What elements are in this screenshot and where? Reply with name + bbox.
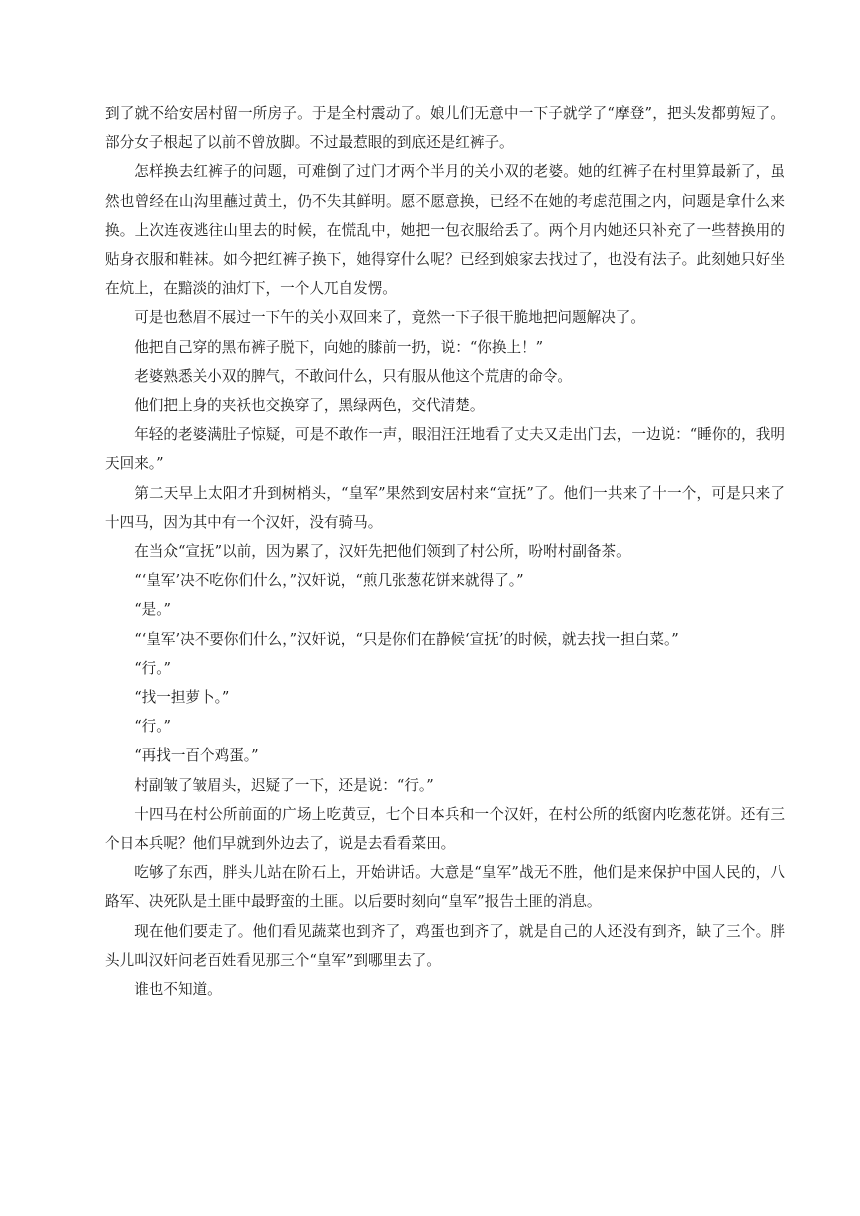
body-paragraph: 村副皱了皱眉头，迟疑了一下，还是说：“行。” [134, 776, 434, 794]
document-body [105, 99, 785, 1004]
body-paragraph: 可是也愁眉不展过一下午的关小双回来了，竟然一下子很干脆地把问题解决了。 [134, 309, 645, 327]
body-paragraph: 谁也不知道。 [134, 981, 222, 999]
body-paragraph: “‘皇军’决不吃你们什么，”汉奸说，“煎几张葱花饼来就得了。” [134, 572, 524, 590]
body-paragraph: “行。” [134, 718, 171, 736]
body-paragraph: “行。” [134, 659, 171, 677]
body-paragraph: 第二天早上太阳才升到树梢头，“皇军”果然到安居村来“宣抚”了。他们一共来了十一个，可是只来了十四马，因为其中有一个汉奸，没有骑马。 [105, 484, 785, 531]
body-paragraph: 十四马在村公所前面的广场上吃黄豆，七个日本兵和一个汉奸，在村公所的纸窗内吃葱花饼。还有三个日本兵呢？他们早就到外边去了，说是去看看菜田。 [105, 805, 785, 853]
body-paragraph: “再找一百个鸡蛋。” [134, 747, 259, 765]
body-paragraph: “找一担萝卜。” [134, 689, 230, 707]
body-paragraph: 吃够了东西，胖头儿站在阶石上，开始讲话。大意是“皇军”战无不胜，他们是来保护中国人民的，八路军、决死队是土匪中最野蛮的土匪。以后要时刻向“皇军”报告土匪的消息。 [105, 864, 785, 911]
body-paragraph: 怎样换去红裤子的问题，可难倒了过门才两个半月的关小双的老婆。她的红裤子在村里算最新了，虽然也曾经在山沟里蘸过黄土，仍不失其鲜明。愿不愿意换，已经不在她的考虑范围之内，问题是拿什么来换。上次连夜逃往山里去的时候，在慌乱中，她把一包衣服给丢了。两个月内她还只补充了一些替换用的贴身衣服和鞋袜。如今把红裤子换下，她得穿什么呢？已经到娘家去找过了，也没有法子。此刻她只好坐在炕上，在黯淡的油灯下，一个人兀自发愣。 [105, 163, 785, 298]
body-paragraph: 老婆熟悉关小双的脾气，不敢问什么，只有服从他这个荒唐的命令。 [134, 367, 573, 385]
body-paragraph: “是。” [134, 601, 171, 619]
body-paragraph: 年轻的老婆满肚子惊疑，可是不敢作一声，眼泪汪汪地看了丈夫又走出门去，一边说：“睡你的，我明天回来。” [105, 426, 785, 473]
body-paragraph: “‘皇军’决不要你们什么，”汉奸说，“只是你们在静候‘宣抚’的时候，就去找一担白菜。” [134, 630, 679, 648]
body-paragraph: 在当众“宣抚”以前，因为累了，汉奸先把他们领到了村公所，吩咐村副备茶。 [134, 543, 631, 561]
body-paragraph: 他把自己穿的黑布裤子脱下，向她的膝前一扔，说：“你换上！” [134, 338, 544, 356]
body-paragraph: 他们把上身的夹袄也交换穿了，黑绿两色，交代清楚。 [134, 397, 485, 415]
body-paragraph: 现在他们要走了。他们看见蔬菜也到齐了，鸡蛋也到齐了，就是自己的人还没有到齐，缺了三个。胖头儿叫汉奸问老百姓看见那三个“皇军”到哪里去了。 [105, 922, 785, 969]
body-paragraph: 到了就不给安居村留一所房子。于是全村震动了。娘儿们无意中一下子就学了“摩登”，把头发都剪短了。部分女子根起了以前不曾放脚。不过最惹眼的到底还是红裤子。 [105, 105, 785, 152]
